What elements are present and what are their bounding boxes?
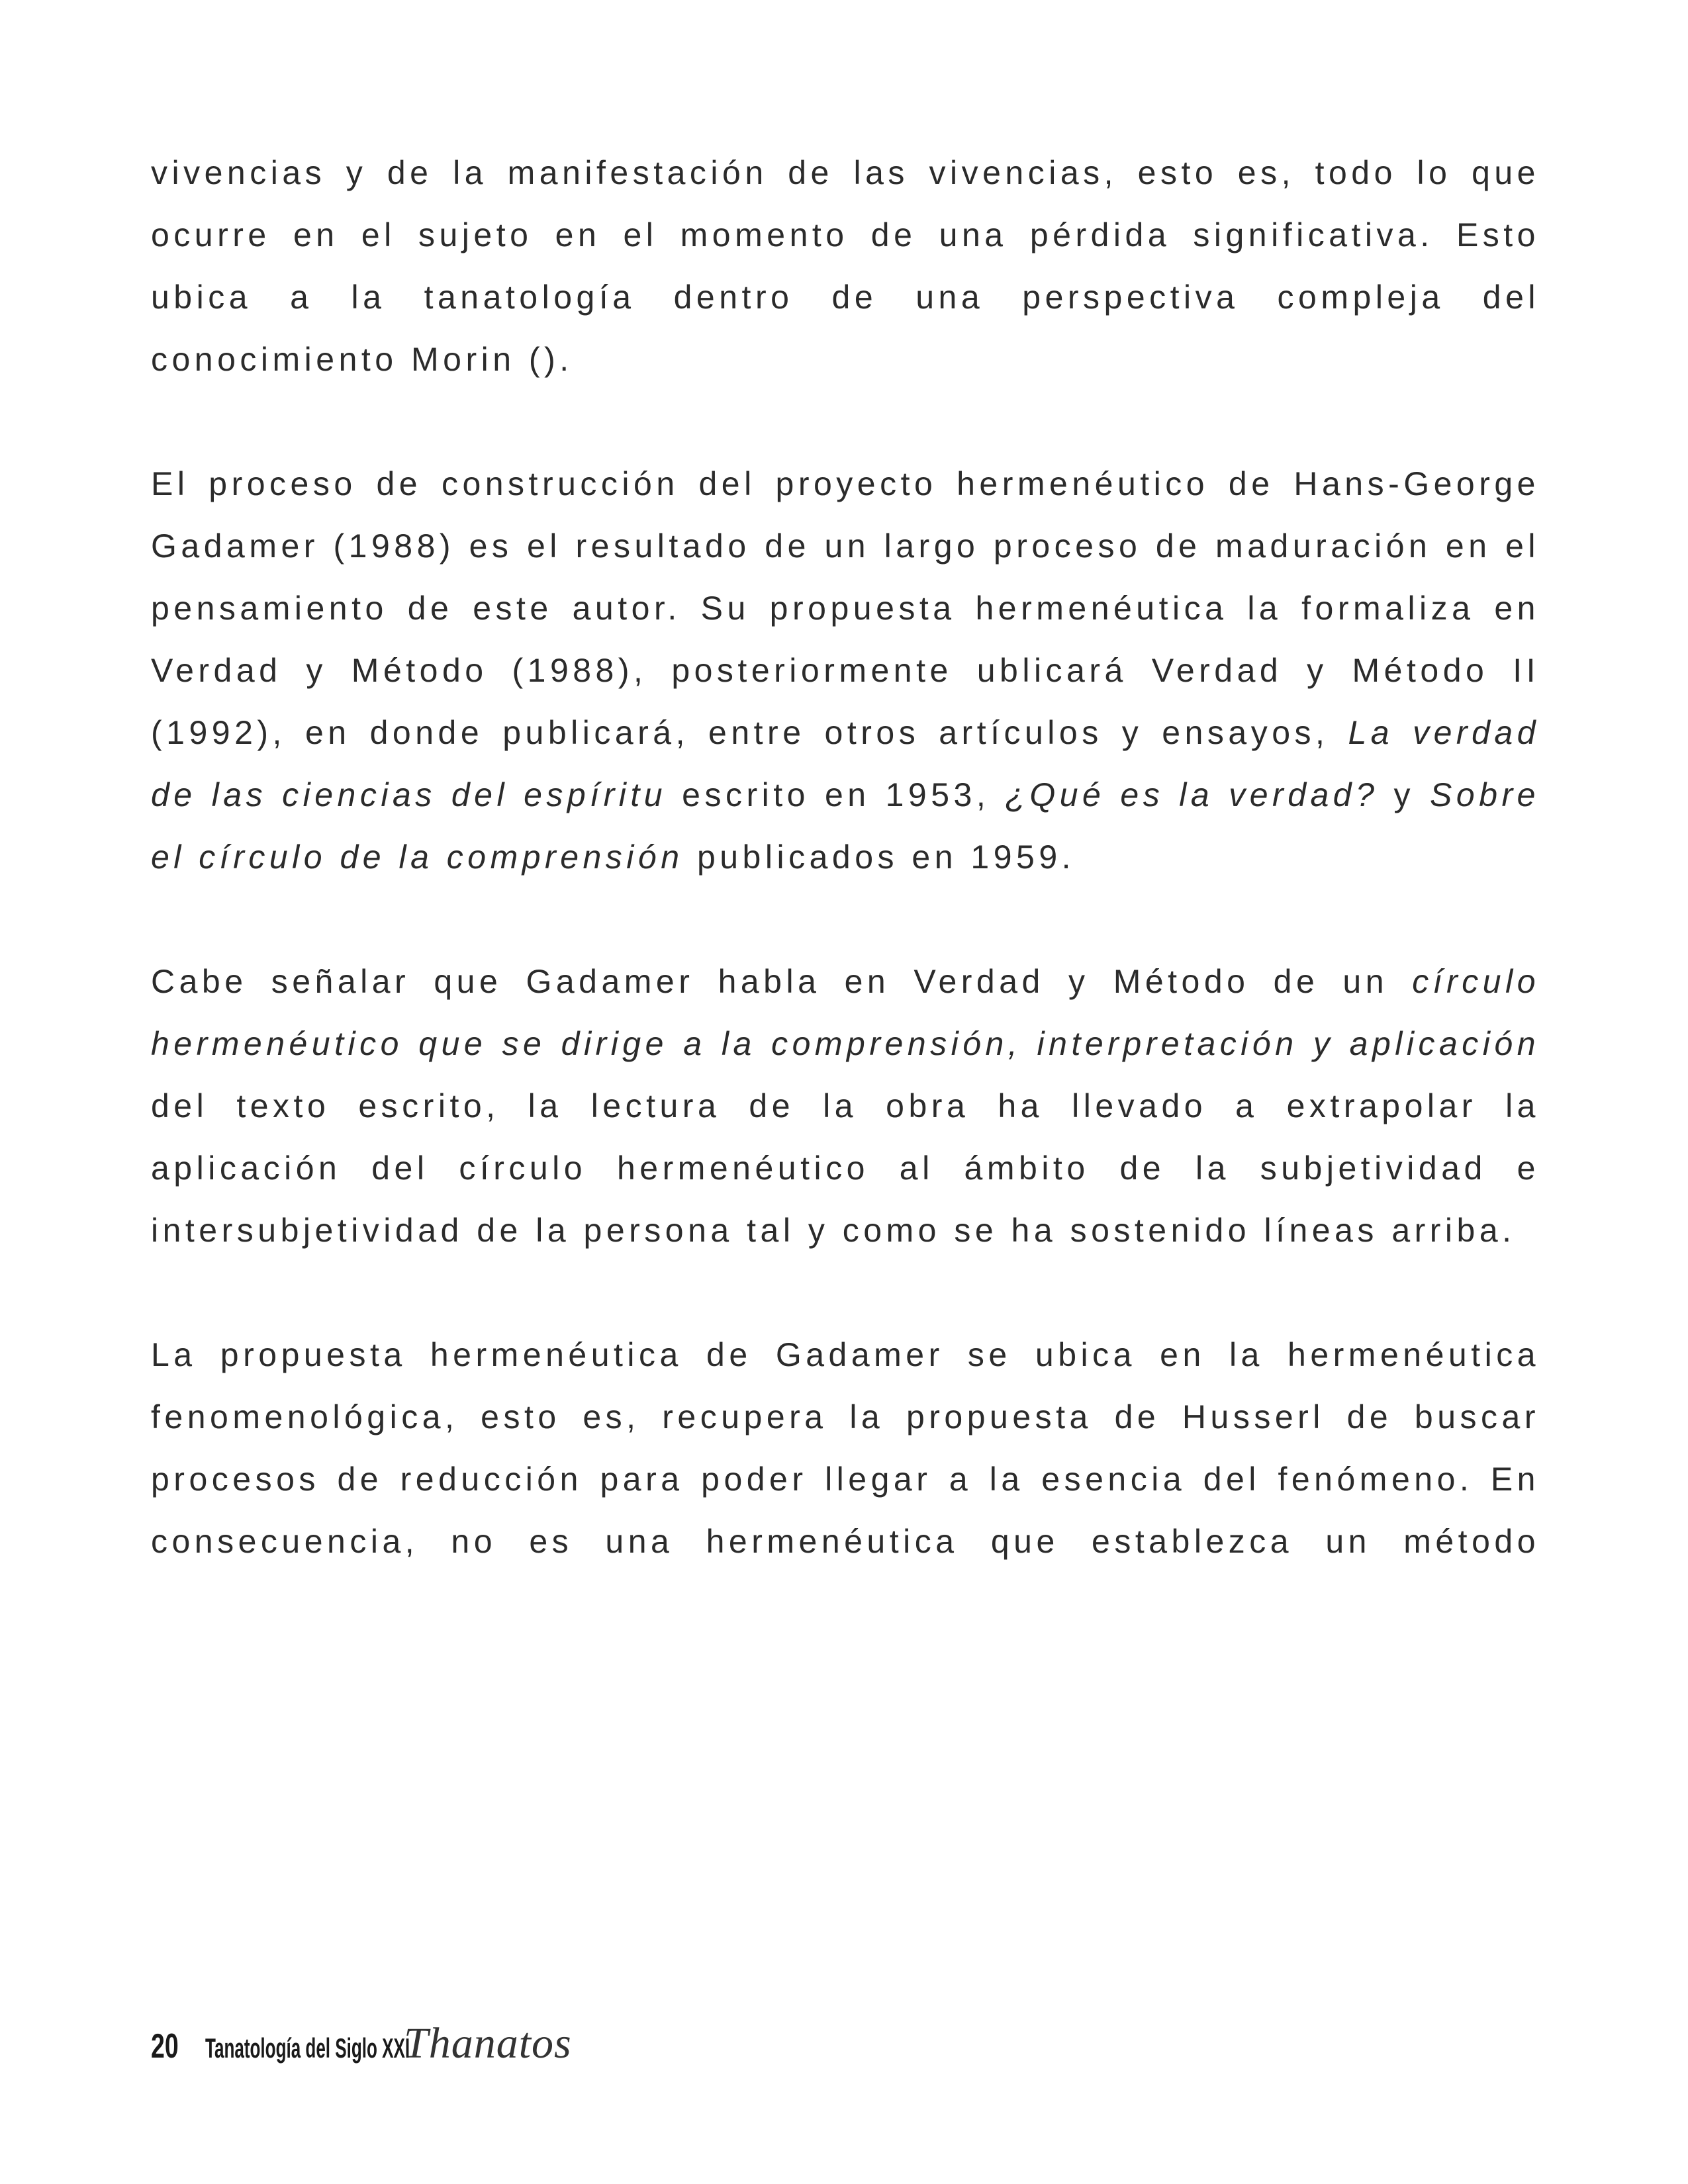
paragraph-4	[151, 1324, 1540, 1572]
page-footer	[151, 2019, 572, 2071]
italic-phrase: círculo hermenéutico que se dirige a la comprensión, interpretación y aplicación	[151, 963, 1540, 1062]
paragraph-text: vivencias y de la manifestación de las vivencias, esto es, todo lo que ocurre en el sujeto en el momento de una pérdida significativa. Esto ubica a la tanatología dentro de una perspectiva compleja del conocimiento Morin ().	[151, 154, 1540, 378]
journal-title: Tanatología del Siglo XXI	[205, 2032, 410, 2064]
paragraph-text: La propuesta hermenéutica de Gadamer se ubica en la hermenéutica fenomenológica, esto es, recupera la propuesta de Husserl de buscar procesos de reducción para poder llegar a la esencia del fenómeno. En consecuencia, no es una hermenéutica que establezca un método	[151, 1336, 1540, 1560]
paragraph-text: publicados en 1959.	[683, 839, 1076, 876]
paragraph-1	[151, 142, 1540, 390]
italic-title: ¿Qué es la verdad?	[1005, 776, 1379, 813]
page-body	[151, 142, 1540, 1572]
paragraph-text: El proceso de construcción del proyecto hermenéutico de Hans-George Gadamer (1988) es el resultado de un largo proceso de maduración en el pensamiento de este autor. Su propuesta hermenéutica la formaliza en Verdad y Método (1988), posteriormente ublicará Verdad y Método II (1992), en donde publicará, entre otros artículos y ensayos,	[151, 465, 1540, 751]
page-number: 20	[151, 2027, 179, 2066]
paragraph-text: escrito en 1953,	[667, 776, 1006, 813]
paragraph-2	[151, 453, 1540, 888]
thanatos-logo: Thanatos	[404, 2019, 572, 2068]
italic-title: La verdad de las ciencias del espíritu	[151, 714, 1540, 813]
paragraph-text: y	[1378, 776, 1430, 813]
paragraph-text: del texto escrito, la lectura de la obra ha llevado a extrapolar la aplicación del círculo hermenéutico al ámbito de la subjetividad e intersubjetividad de la persona tal y como se ha sostenido líneas arriba.	[151, 1087, 1540, 1249]
paragraph-3	[151, 950, 1540, 1261]
italic-title: Sobre el círculo de la comprensión	[151, 776, 1540, 876]
paragraph-text: Cabe señalar que Gadamer habla en Verdad y Método de un	[151, 963, 1413, 1000]
